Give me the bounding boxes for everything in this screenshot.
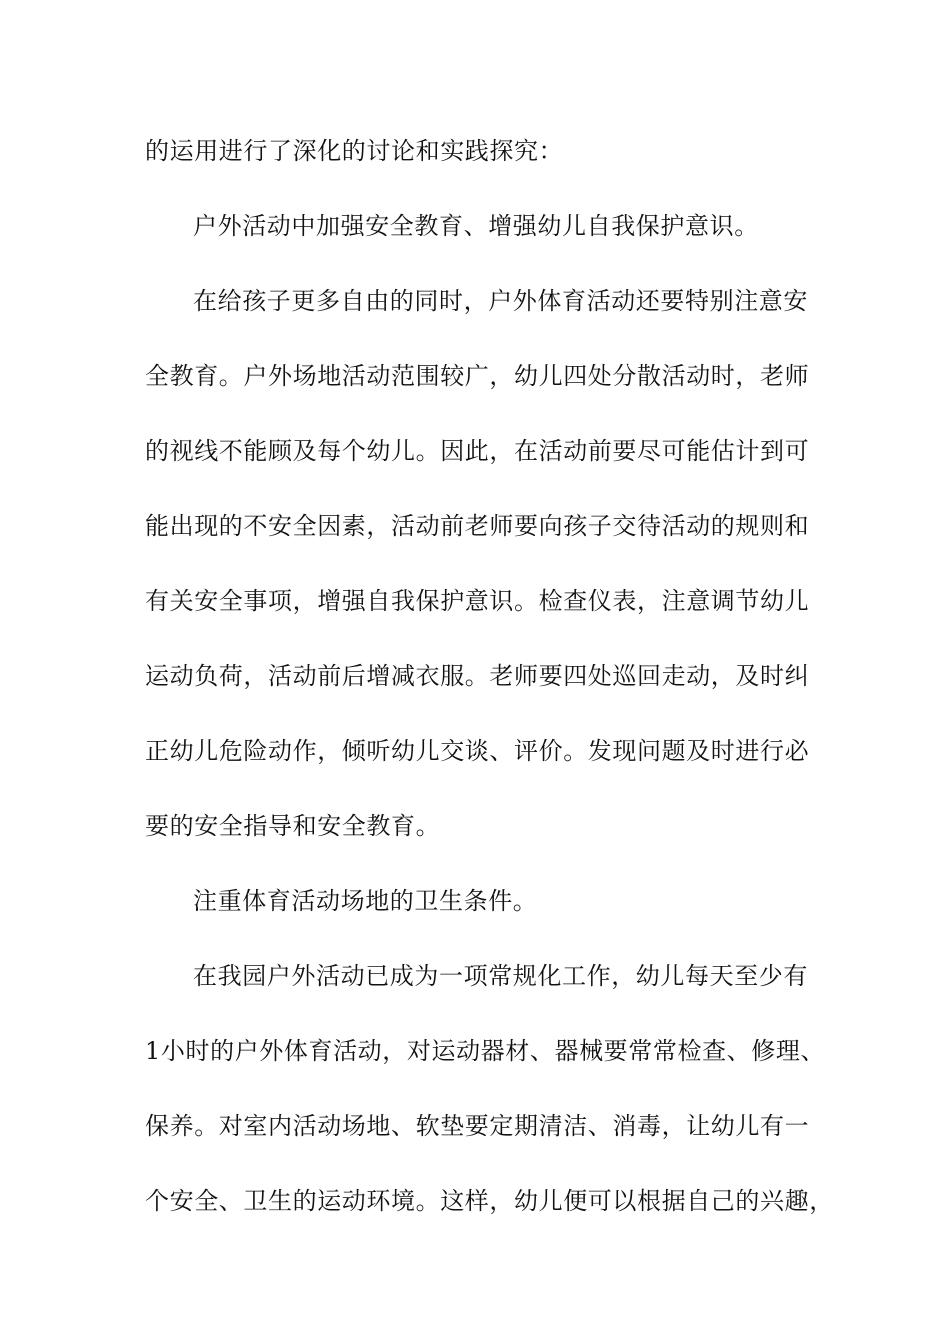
section-heading-line: 户外活动中加强安全教育、增强幼儿自我保护意识。: [193, 212, 759, 240]
paragraph-line: 的视线不能顾及每个幼儿。因此，在活动前要尽可能估计到可: [145, 437, 810, 465]
paragraph-line: 全教育。户外场地活动范围较广，幼儿四处分散活动时，老师: [145, 362, 810, 390]
paragraph-line: 在给孩子更多自由的同时，户外体育活动还要特别注意安: [193, 287, 808, 315]
paragraph-line: 在我园户外活动已成为一项常规化工作，幼儿每天至少有: [193, 962, 808, 990]
text-line: 的运用进行了深化的讨论和实践探究：: [145, 137, 564, 165]
paragraph-line: 正幼儿危险动作，倾听幼儿交谈、评价。发现问题及时进行必: [145, 737, 810, 765]
paragraph-line: 要的安全指导和安全教育。: [145, 812, 441, 840]
section-heading-line: 注重体育活动场地的卫生条件。: [193, 887, 538, 915]
paragraph-line: 有关安全事项，增强自我保护意识。检查仪表，注意调节幼儿: [145, 587, 810, 615]
paragraph-line: 个安全、卫生的运动环境。这样，幼儿便可以根据自己的兴趣，: [145, 1187, 834, 1215]
paragraph-line: 保养。对室内活动场地、软垫要定期清洁、消毒，让幼儿有一: [145, 1112, 810, 1140]
paragraph-line: 运动负荷，活动前后增减衣服。老师要四处巡回走动，及时纠: [145, 662, 810, 690]
paragraph-line: 能出现的不安全因素，活动前老师要向孩子交待活动的规则和: [145, 512, 810, 540]
paragraph-line: 1小时的户外体育活动，对运动器材、器械要常常检查、修理、: [145, 1037, 826, 1065]
